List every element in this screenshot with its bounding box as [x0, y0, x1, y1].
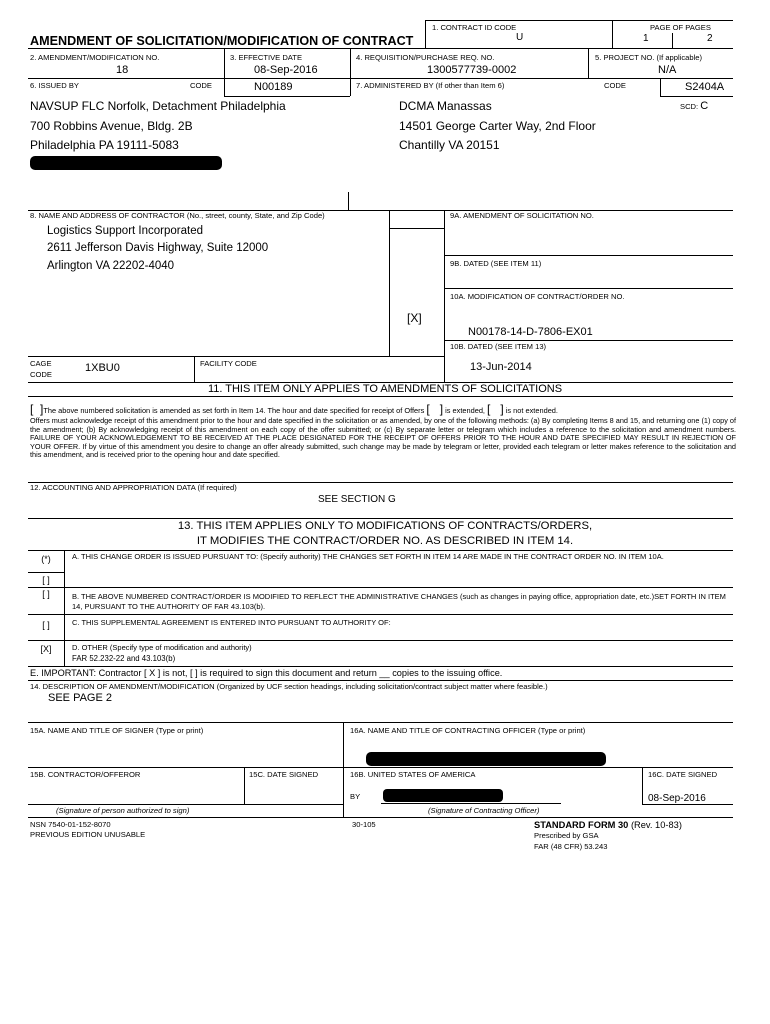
- contract-id-value: U: [516, 32, 524, 43]
- issued-line-2: 700 Robbins Avenue, Bldg. 2B: [30, 119, 193, 133]
- total-pages: 2: [707, 33, 713, 44]
- form-code: 30-105: [352, 820, 376, 829]
- nsn-label: NSN 7540-01-152-8070: [30, 820, 111, 829]
- cage-value: 1XBU0: [85, 362, 120, 374]
- previous-edition-label: PREVIOUS EDITION UNUSABLE: [30, 830, 146, 839]
- item-13-b-text: B. THE ABOVE NUMBERED CONTRACT/ORDER IS MODIFIED TO REFLECT THE ADMINISTRATIVE CHANGES (such as changes in paying office, appropriation date, etc.)SET FORTH IN ITEM 14, PURSUANT TO THE AUTHORITY OF FAR 43.103(b).: [72, 592, 726, 611]
- facility-code-label: FACILITY CODE: [200, 359, 257, 368]
- officer-date-value: 08-Sep-2016: [648, 793, 706, 804]
- admin-code-label: CODE: [604, 81, 626, 90]
- admin-code-value: S2404A: [685, 81, 725, 93]
- admin-line-1: DCMA Manassas: [399, 99, 492, 113]
- item-13-d-text: D. OTHER (Specify type of modification and authority): [72, 643, 252, 652]
- project-no-value: N/A: [658, 64, 677, 76]
- cage-label-1: CAGE: [30, 359, 52, 368]
- modification-contract-label: 10A. MODIFICATION OF CONTRACT/ORDER NO.: [450, 292, 625, 301]
- requisition-value: 1300577739-0002: [427, 64, 517, 76]
- contractor-line-1: Logistics Support Incorporated: [47, 225, 203, 237]
- redaction-block: [30, 156, 222, 170]
- effective-date-label: 3. EFFECTIVE DATE: [230, 53, 303, 62]
- dated-10b-label: 10B. DATED (SEE ITEM 13): [450, 342, 547, 351]
- requisition-label: 4. REQUISITION/PURCHASE REQ. NO.: [356, 53, 495, 62]
- pages-label: PAGE OF PAGES: [650, 23, 711, 32]
- item-11-line-1: [ ]The above numbered solicitation is amended as set forth in Item 14. The hour and date specified for receipt of Offers [ ] is extended, [ ] is not extended.: [30, 402, 558, 416]
- accounting-value: SEE SECTION G: [318, 494, 396, 505]
- contractor-line-3: Arlington VA 22202-4040: [47, 260, 175, 272]
- issued-code-value: N00189: [254, 81, 293, 93]
- officer-date-label: 16C. DATE SIGNED: [648, 770, 718, 779]
- admin-line-3: Chantilly VA 20151: [399, 138, 500, 152]
- contractor-label: 8. NAME AND ADDRESS OF CONTRACTOR (No., street, county, State, and Zip Code): [30, 211, 325, 220]
- item-11-header: 11. THIS ITEM ONLY APPLIES TO AMENDMENTS OF SOLICITATIONS: [207, 383, 563, 395]
- item-13-a-mark: (*): [41, 554, 51, 564]
- signer-name-label: 15A. NAME AND TITLE OF SIGNER (Type or print): [30, 726, 204, 735]
- description-value: SEE PAGE 2: [48, 692, 112, 704]
- admin-line-2: 14501 George Carter Way, 2nd Floor: [399, 119, 596, 133]
- contractor-date-label: 15C. DATE SIGNED: [249, 770, 319, 779]
- amendment-solicitation-label: 9A. AMENDMENT OF SOLICITATION NO.: [450, 211, 594, 220]
- item-13-blank-mark: [ ]: [42, 575, 50, 585]
- modification-check: [X]: [407, 311, 422, 325]
- item-13-header-1: 13. THIS ITEM APPLIES ONLY TO MODIFICATIONS OF CONTRACTS/ORDERS,: [177, 520, 593, 532]
- effective-date-value: 08-Sep-2016: [254, 64, 318, 76]
- far-label: FAR (48 CFR) 53.243: [534, 842, 608, 851]
- redaction-block: [366, 752, 606, 766]
- prescribed-label: Prescribed by GSA: [534, 831, 599, 840]
- amend-no-label: 2. AMENDMENT/MODIFICATION NO.: [30, 53, 160, 62]
- by-label: BY: [350, 792, 361, 801]
- item-13-b-mark: [ ]: [42, 589, 50, 599]
- contractor-offeror-label: 15B. CONTRACTOR/OFFEROR: [30, 770, 141, 779]
- accounting-label: 12. ACCOUNTING AND APPROPRIATION DATA (If required): [30, 483, 237, 492]
- item-13-c-text: C. THIS SUPPLEMENTAL AGREEMENT IS ENTERED INTO PURSUANT TO AUTHORITY OF:: [72, 618, 391, 627]
- issued-line-1: NAVSUP FLC Norfolk, Detachment Philadelphia: [30, 99, 286, 113]
- administered-by-label: 7. ADMINISTERED BY (If other than Item 6): [356, 81, 505, 90]
- usa-label: 16B. UNITED STATES OF AMERICA: [350, 770, 476, 779]
- officer-signature-label: (Signature of Contracting Officer): [428, 806, 540, 815]
- issued-by-label: 6. ISSUED BY: [30, 81, 79, 90]
- standard-form-label: STANDARD FORM 30 (Rev. 10-83): [534, 820, 682, 830]
- dated-10b-value: 13-Jun-2014: [470, 361, 532, 373]
- project-no-label: 5. PROJECT NO. (If applicable): [595, 53, 703, 62]
- item-13-d-value: FAR 52.232-22 and 43.103(b): [72, 654, 176, 663]
- item-13-c-mark: [ ]: [42, 620, 50, 630]
- amend-no-value: 18: [116, 64, 129, 76]
- issued-code-label: CODE: [190, 81, 212, 90]
- page-number: 1: [643, 33, 649, 44]
- item-13-a-text: A. THIS CHANGE ORDER IS ISSUED PURSUANT TO: (Specify authority) THE CHANGES SET FORTH IN ITEM 14 ARE MADE IN THE CONTRACT ORDER NO. IN ITEM 10A.: [72, 552, 664, 561]
- scd-label: SCD: C: [680, 100, 709, 112]
- issued-line-3: Philadelphia PA 19111-5083: [30, 138, 179, 152]
- redaction-block: [383, 789, 503, 802]
- scd-value: C: [700, 100, 709, 112]
- contract-id-label: 1. CONTRACT ID CODE: [432, 23, 517, 32]
- item-13-d-mark: [X]: [40, 644, 52, 654]
- description-label: 14. DESCRIPTION OF AMENDMENT/MODIFICATION (Organized by UCF section headings, including solicitation/contract subject matter where feasible.): [30, 682, 548, 691]
- important-line: E. IMPORTANT: Contractor [ X ] is not, [ ] is required to sign this document and return __ copies to the issuing office.: [30, 668, 503, 678]
- form-title: AMENDMENT OF SOLICITATION/MODIFICATION OF CONTRACT: [30, 34, 414, 48]
- modification-contract-value: N00178-14-D-7806-EX01: [468, 326, 593, 338]
- officer-name-label: 16A. NAME AND TITLE OF CONTRACTING OFFICER (Type or print): [350, 726, 586, 735]
- dated-9b-label: 9B. DATED (SEE ITEM 11): [450, 259, 542, 268]
- cage-label-2: CODE: [30, 370, 52, 379]
- item-13-header-2: IT MODIFIES THE CONTRACT/ORDER NO. AS DESCRIBED IN ITEM 14.: [196, 535, 574, 547]
- contractor-signature-label: (Signature of person authorized to sign): [56, 806, 190, 815]
- item-11-body: Offers must acknowledge receipt of this amendment prior to the hour and date specified in the solicitation or as amended, by one of the following methods: (a) By completing Items 8 and 15, and returning one (1) copy of the amendment; (b) By acknowledging receipt of this amendment on each copy of the offer submitted; or (c) By separate letter or telegram which includes a reference to the solicitation and amendment numbers. FAILURE OF YOUR ACKNOWLEDGEMENT TO BE RECEIVED AT THE PLACE DESIGNATED FOR THE RECEIPT OF OFFERS PRIOR TO THE HOUR AND DATE SPECIFIED MAY RESULT IN REJECTION OF YOUR OFFER. If by virtue of this amendment you desire to change an offer already submitted, such change may be made by telegram or letter, provided each telegram or letter makes reference to the solicitation and this amendment, and is received prior to the opening hour and date specified.: [30, 416, 736, 460]
- contractor-line-2: 2611 Jefferson Davis Highway, Suite 12000: [47, 242, 269, 254]
